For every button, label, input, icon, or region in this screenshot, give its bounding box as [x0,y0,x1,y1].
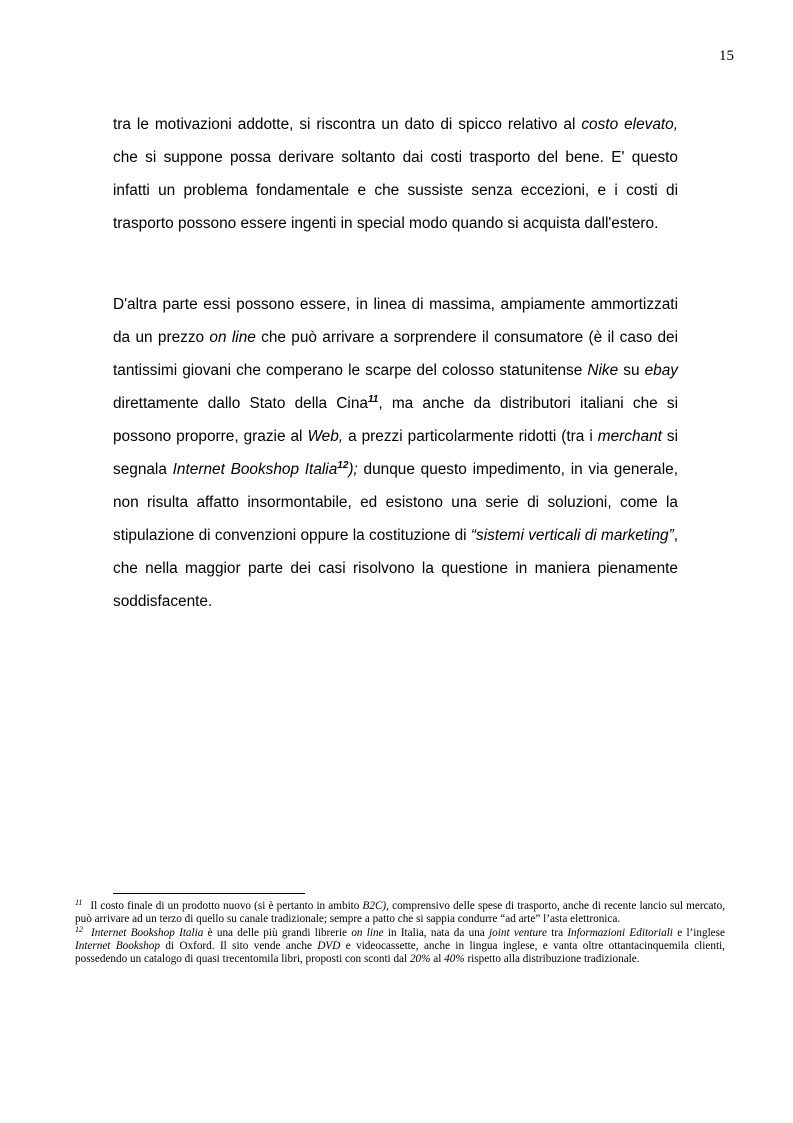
footnote-number: 11 [75,898,83,907]
footnote-12: $^{12}$ Internet Bookshop Italia è una delle più grandi librerie on line in Italia, nata da una joint venture tra Informazioni Editoriali e l’inglese Internet Bookshop di Oxford. Il sito vende anche DVD e videocassette, anche in lingua inglese, e vanta oltre ottantacinquemila clienti, possedendo un catalogo di quasi trecentomila libri, proposti con sconti dal 20% al 40% rispetto alla distribuzione tradizionale. [75,924,725,966]
footnote-ref-12[interactable]: 12 [337,460,349,471]
paragraph-2: D'altra parte essi possono essere, in linea di massima, ampiamente ammortizzati da un prezzo on line che può arrivare a sorprendere il consumatore (è il caso dei tantissimi giovani che comperano le scarpe del colosso statunitense Nike su ebay direttamente dallo Stato della Cina$^{11}$, ma anche da distributori italiani che si possono proporre, grazie al Web, a prezzi particolarmente ridotti (tra i merchant si segnala Internet Bookshop Italia$^{12}$); dunque questo impedimento, in via generale, non risulta affatto insormontabile, ed esistono una serie di soluzioni, come la stipulazione di convenzioni oppure la costituzione di “sistemi verticali di marketing”, che nella maggior parte dei casi risolvono la questione in maniera pienamente soddisfacente. [113,296,679,610]
page-number: 15 [719,48,734,64]
paragraph-1: tra le motivazioni addotte, si riscontra un dato di spicco relativo al costo elevato, che si suppone possa derivare soltanto dai costi trasporto del bene. E' questo infatti un problema fondamentale e che sussiste senza eccezioni, e i costi di trasporto possono essere ingenti in special modo quando si acquista dall'estero. [113,116,679,232]
footnotes [75,900,725,966]
footnote-11: $^{11}$ Il costo finale di un prodotto nuovo (si è pertanto in ambito B2C), comprensivo delle spese di trasporto, anche di recente lancio sul mercato, può arrivare ad un terzo di quello su canale tradizionale; sempre a patto che si sappia condurre “ad arte” l’asta elettronica. [75,898,725,926]
footnote-number: 12 [75,924,83,934]
footnote-separator [113,893,305,894]
footnote-ref-11[interactable]: 11 [367,394,379,405]
